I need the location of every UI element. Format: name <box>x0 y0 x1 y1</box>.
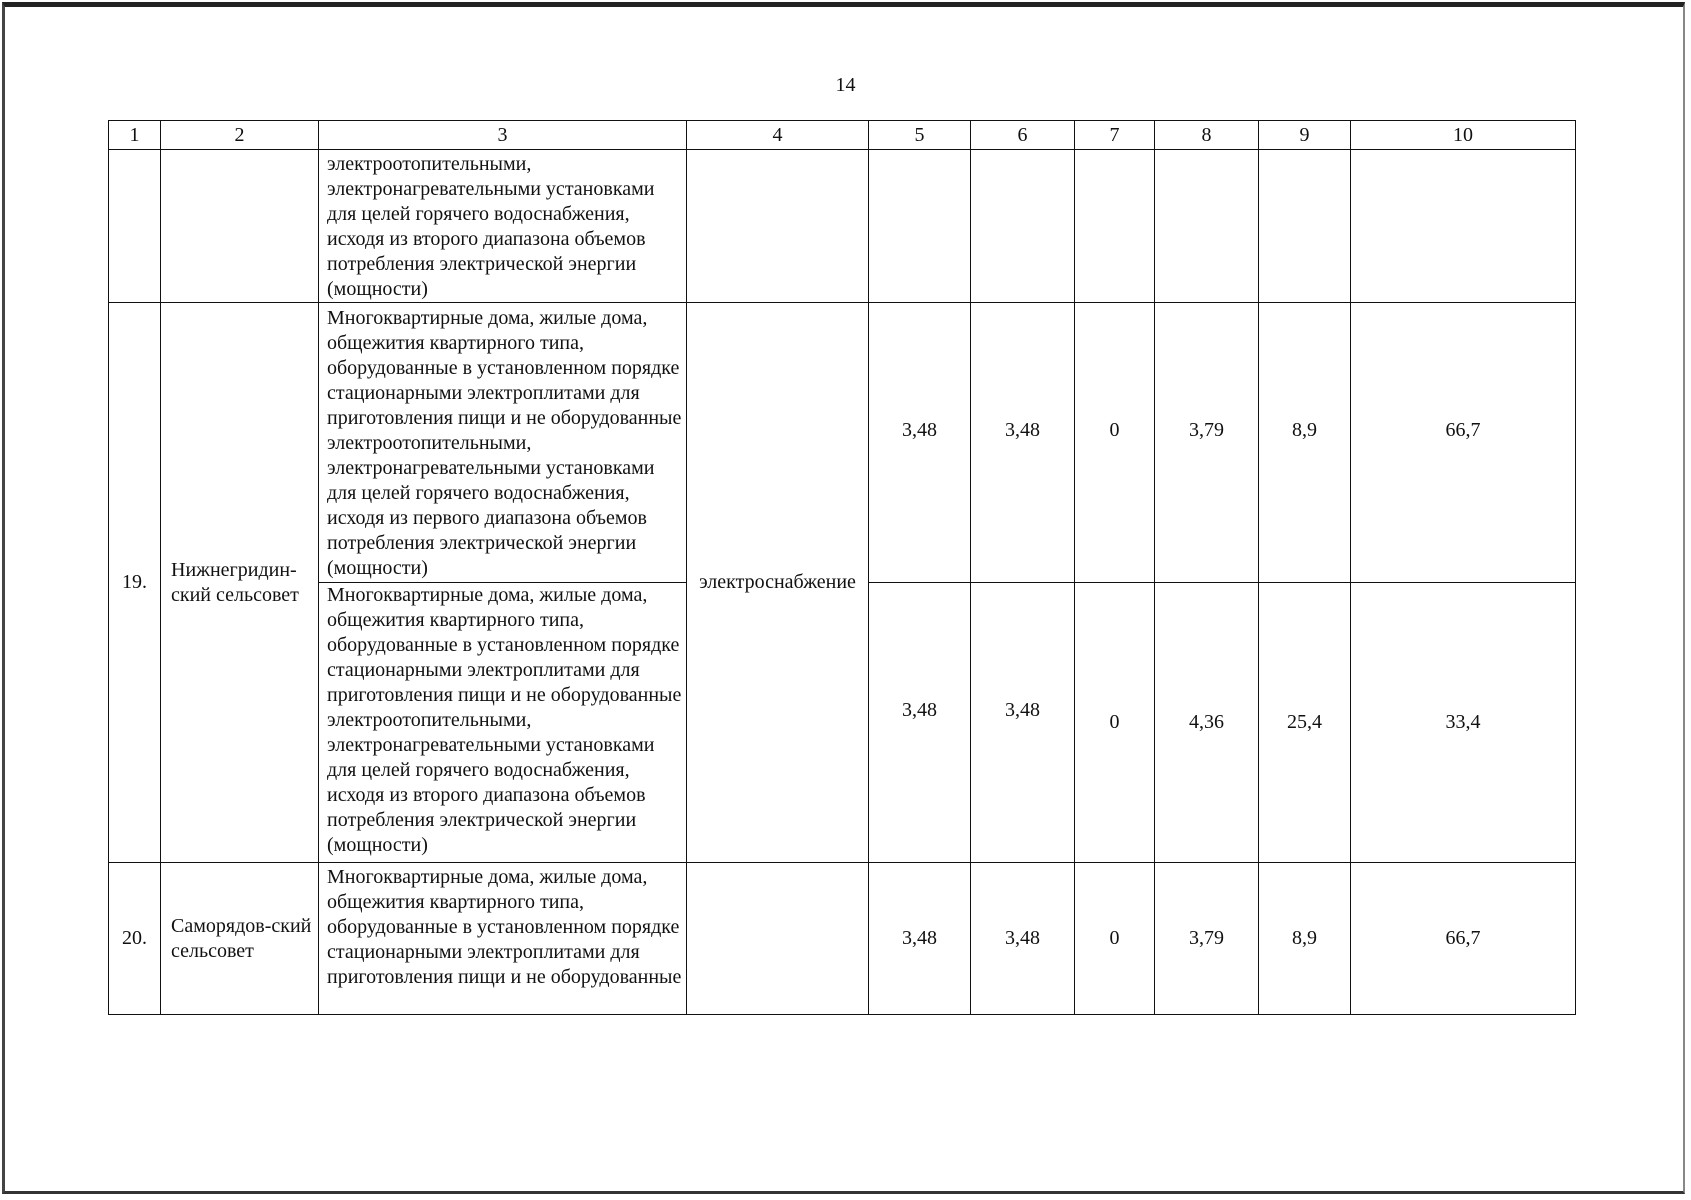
value-cell <box>971 863 1075 1015</box>
service-cell <box>687 150 869 303</box>
description-cell: Многоквартирные дома, жилые дома, общежития квартирного типа, оборудованные в установленном порядке стационарными электроплитами для приготовления пищи и не оборудованные электроотопительными, электронагревательными установками для целей горячего водоснабжения, исходя из первого диапазона объемов потребления электрической энергии (мощности) <box>319 303 687 583</box>
value-text: 66,7 <box>1445 927 1481 949</box>
column-header: 7 <box>1075 121 1155 150</box>
value-text: 66,7 <box>1445 419 1481 441</box>
value-cell <box>1075 150 1155 303</box>
value-text: 8,9 <box>1292 419 1317 441</box>
page-number: 14 <box>835 74 856 96</box>
value-cell <box>1351 583 1576 863</box>
column-header: 8 <box>1155 121 1259 150</box>
municipality-cell <box>161 150 319 303</box>
value-text: 25,4 <box>1287 711 1322 733</box>
column-header: 10 <box>1351 121 1576 150</box>
continuation-row <box>109 150 1576 303</box>
tariff-table <box>108 120 1576 1015</box>
value-cell <box>1155 583 1259 863</box>
value-text: 3,48 <box>1005 699 1040 721</box>
value-text: 3,48 <box>1005 419 1040 441</box>
value-cell <box>1075 303 1155 583</box>
row-number-cell <box>109 150 161 303</box>
value-cell <box>1351 150 1576 303</box>
column-header: 3 <box>319 121 687 150</box>
value-cell <box>869 863 971 1015</box>
municipality-cell: Нижнегридин-ский сельсовет <box>161 303 319 863</box>
value-cell <box>1075 583 1155 863</box>
value-text: 3,79 <box>1189 927 1224 949</box>
value-text: 3,48 <box>902 699 937 721</box>
column-header: 9 <box>1259 121 1351 150</box>
column-header: 6 <box>971 121 1075 150</box>
value-text: 33,4 <box>1445 711 1481 733</box>
row-number-cell: 19. <box>109 303 161 863</box>
value-cell <box>1075 863 1155 1015</box>
value-text: 0 <box>1109 711 1120 733</box>
value-cell <box>1259 863 1351 1015</box>
value-cell <box>1259 583 1351 863</box>
value-text: 8,9 <box>1292 927 1317 949</box>
column-header: 4 <box>687 121 869 150</box>
value-text: 3,79 <box>1189 419 1224 441</box>
value-text: 0 <box>1109 419 1120 441</box>
description-cell: Многоквартирные дома, жилые дома, общежития квартирного типа, оборудованные в установленном порядке стационарными электроплитами для приготовления пищи и не оборудованные электроотопительными, электронагревательными установками для целей горячего водоснабжения, исходя из второго диапазона объемов потребления электрической энергии (мощности) <box>319 583 687 863</box>
value-cell <box>1155 303 1259 583</box>
column-header: 5 <box>869 121 971 150</box>
value-cell <box>869 150 971 303</box>
table-row <box>109 303 1576 583</box>
value-text: 3,48 <box>902 927 937 949</box>
value-text: 0 <box>1109 927 1120 949</box>
value-text: 3,48 <box>902 419 937 441</box>
value-cell <box>971 583 1075 863</box>
service-cell: электроснабжение <box>687 303 869 863</box>
value-cell <box>1155 150 1259 303</box>
value-cell <box>971 303 1075 583</box>
table-row <box>109 863 1576 1015</box>
value-text: 4,36 <box>1189 711 1224 733</box>
value-text: 3,48 <box>1005 927 1040 949</box>
value-cell <box>869 303 971 583</box>
description-cell: Многоквартирные дома, жилые дома, общежития квартирного типа, оборудованные в установленном порядке стационарными электроплитами для приготовления пищи и не оборудованные <box>319 863 687 1015</box>
value-cell <box>1259 303 1351 583</box>
value-cell <box>1259 150 1351 303</box>
municipality-cell: Саморядов-ский сельсовет <box>161 863 319 1015</box>
column-header: 2 <box>161 121 319 150</box>
value-cell <box>1351 303 1576 583</box>
column-number-header-row <box>109 121 1576 150</box>
value-cell <box>1351 863 1576 1015</box>
column-header: 1 <box>109 121 161 150</box>
value-cell <box>1155 863 1259 1015</box>
description-cell: электроотопительными, электронагревательными установками для целей горячего водоснабжения, исходя из второго диапазона объемов потребления электрической энергии (мощности) <box>319 150 687 303</box>
service-cell <box>687 863 869 1015</box>
value-cell <box>869 583 971 863</box>
value-cell <box>971 150 1075 303</box>
row-number-cell: 20. <box>109 863 161 1015</box>
